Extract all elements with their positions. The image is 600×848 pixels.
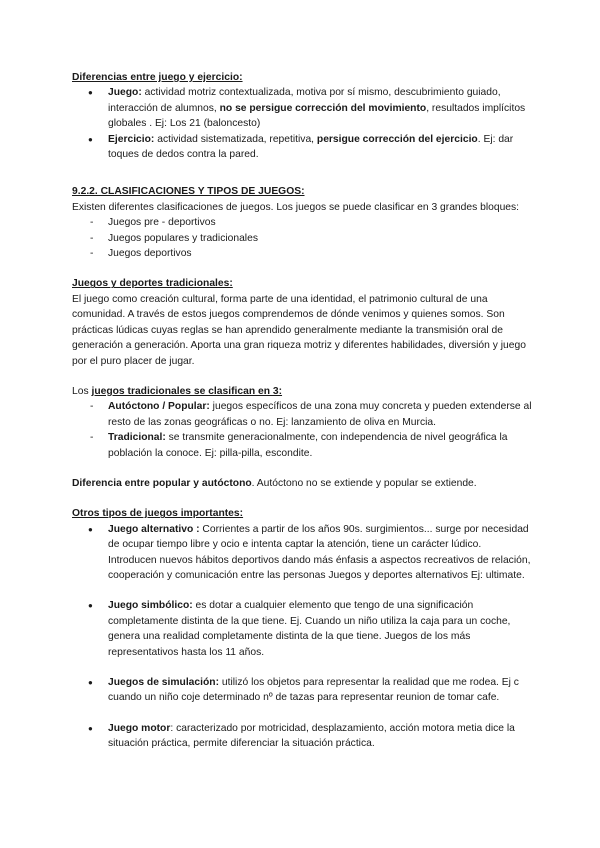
text: actividad motriz contextualizada, motiva por sí mismo, descubrimiento guiado, interacción de alumnos, — [108, 87, 501, 114]
list-juego-ejercicio — [72, 85, 532, 162]
list-otros-tipos — [72, 598, 532, 660]
term: Tradicional: — [108, 432, 166, 444]
paragraph-diferencia — [72, 476, 532, 491]
list-bloques — [72, 215, 532, 261]
term: Juego alternativo : — [108, 523, 200, 535]
term: Ejercicio: — [108, 133, 155, 145]
bold-text: persigue corrección del ejercicio — [316, 133, 478, 145]
paragraph-intro: Existen diferentes clasificaciones de juegos. Los juegos se puede clasificar en 3 grandes bloques: — [72, 201, 520, 213]
list-tradicionales — [72, 399, 532, 461]
text: es dotar a cualquier elemento que tengo de una significación completamente distinta de la que tiene. Ej. Cuando un niño utiliza la caja para un coche, genera una realidad completamente distinta de la que tiene. Juegos de los más representativos hasta los 11 años. — [108, 600, 511, 658]
term: Juegos de simulación: — [108, 677, 220, 688]
text: Corrientes a partir de los años 90s. surgimientos... surge por necesidad de ocupar tiempo libre y ocio e intenta captar la atención, tiene un carácter lúdico. Introducen nuevos hábitos deportivos dando más énfasis a aspectos recreativos de relación, cooperación y comunicación entre las personas Juegos y deportes alternativos Ej: ultimate. — [108, 523, 531, 581]
list-item: - Juegos pre - deportivos — [72, 215, 532, 230]
list-item — [72, 132, 532, 163]
heading-otros-tipos: Otros tipos de juegos importantes: — [72, 508, 244, 520]
term: Autóctono / Popular: — [108, 401, 210, 413]
document-page — [72, 70, 532, 752]
list-item: - Juegos deportivos — [72, 246, 532, 261]
list-otros-tipos — [72, 721, 532, 752]
text: . Ej: dar toques de dedos contra la pared. — [108, 133, 514, 161]
term: Juego motor — [108, 722, 171, 734]
text: , resultados implícitos globales . Ej: Los 21 (baloncesto) — [108, 102, 526, 130]
bold-text: juegos tradicionales se clasifican en 3: — [91, 385, 283, 397]
heading-juego-ejercicio: Diferencias entre juego y ejercicio: — [72, 72, 243, 83]
text: . Autóctono no se extiende y popular se extiende. — [251, 477, 477, 489]
bold-text: no se persigue corrección del movimiento — [219, 102, 427, 114]
list-item — [72, 85, 532, 131]
text: se transmite generacionalmente, con independencia de nivel geográfica la población la conoce. Ej: pilla-pilla, escondite. — [108, 432, 508, 459]
term: Juego simbólico: — [108, 600, 193, 612]
text: juegos específicos de una zona muy concreta y pueden extenderse al resto de las zonas geográficas o no. Ej: lanzamiento de oliva en Murcia. — [108, 401, 532, 428]
text: actividad sistematizada, repetitiva, — [154, 133, 317, 145]
heading-tradicionales: Juegos y deportes tradicionales: — [72, 278, 233, 290]
list-item — [72, 399, 532, 430]
list-item — [72, 721, 532, 752]
text: Los — [72, 385, 92, 397]
list-item — [72, 430, 532, 461]
heading-clasificaciones: 9.2.2. CLASIFICACIONES Y TIPOS DE JUEGOS: — [72, 186, 305, 198]
text: utilizó los objetos para representar la realidad que me rodea. Ej c cuando un niño coje determinado nº de tazas para representar reunion de tomar cafe. — [108, 677, 519, 704]
list-otros-tipos — [72, 675, 532, 706]
list-item — [72, 522, 532, 584]
term: Juego: — [108, 87, 142, 99]
list-item: - Juegos populares y tradicionales — [72, 231, 532, 246]
list-otros-tipos — [72, 522, 532, 584]
text: : caracterizado por motricidad, desplazamiento, acción motora metia dice la situación práctica, permite diferenciar la situación práctica. — [108, 722, 515, 750]
paragraph-tradicionales: El juego como creación cultural, forma parte de una identidad, el patrimonio cultural de una comunidad. A través de estos juegos comprendemos de dónde venimos y quienes somos. Son prácticas lúdicas cuyas reglas se han aprendido generalmente mediante la transmisión oral de generación a generación. Aporta una gran riqueza motriz y diferentes habilidades, diversión y juego por el puro placer de jugar. — [72, 293, 526, 367]
list-item — [72, 598, 532, 660]
list-item — [72, 675, 532, 706]
bold-text: Diferencia entre popular y autóctono — [72, 477, 252, 489]
heading-clasificacion-tradicionales — [72, 384, 532, 399]
